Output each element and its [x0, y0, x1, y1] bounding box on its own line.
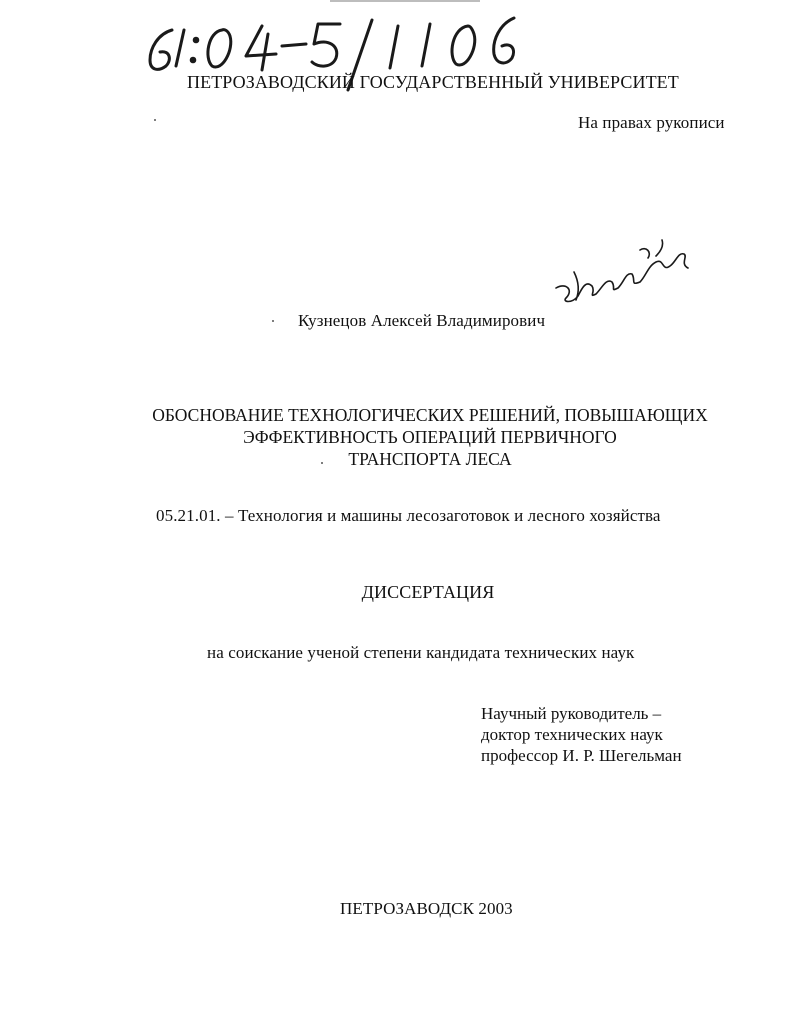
scientific-advisor	[481, 703, 682, 766]
rights-note: На правах рукописи	[578, 113, 725, 132]
scan-speck	[154, 119, 156, 121]
university-name: ПЕТРОЗАВОДСКИЙ ГОСУДАРСТВЕННЫЙ УНИВЕРСИТЕТ	[187, 72, 679, 92]
document-type: ДИССЕРТАЦИЯ	[361, 582, 495, 602]
scan-speck	[272, 320, 274, 322]
author-name: Кузнецов Алексей Владимирович	[298, 311, 546, 330]
degree-statement: на соискание ученой степени кандидата технических наук	[207, 643, 635, 662]
dissertation-title	[120, 404, 740, 470]
handwritten-signature	[556, 240, 688, 302]
title-line: ОБОСНОВАНИЕ ТЕХНОЛОГИЧЕСКИХ РЕШЕНИЙ, ПОВЫШАЮЩИХ	[152, 405, 708, 425]
title-line: ЭФФЕКТИВНОСТЬ ОПЕРАЦИЙ ПЕРВИЧНОГО	[243, 427, 617, 447]
advisor-line: Научный руководитель –	[481, 704, 662, 723]
advisor-line: доктор технических наук	[481, 725, 663, 744]
advisor-line: профессор И. Р. Шегельман	[481, 746, 682, 765]
title-line: ТРАНСПОРТА ЛЕСА	[348, 449, 512, 469]
city-year: ПЕТРОЗАВОДСК 2003	[340, 899, 513, 918]
scan-edge-mark	[330, 0, 480, 2]
specialty-code: 05.21.01. – Технология и машины лесозаготовок и лесного хозяйства	[156, 506, 661, 525]
